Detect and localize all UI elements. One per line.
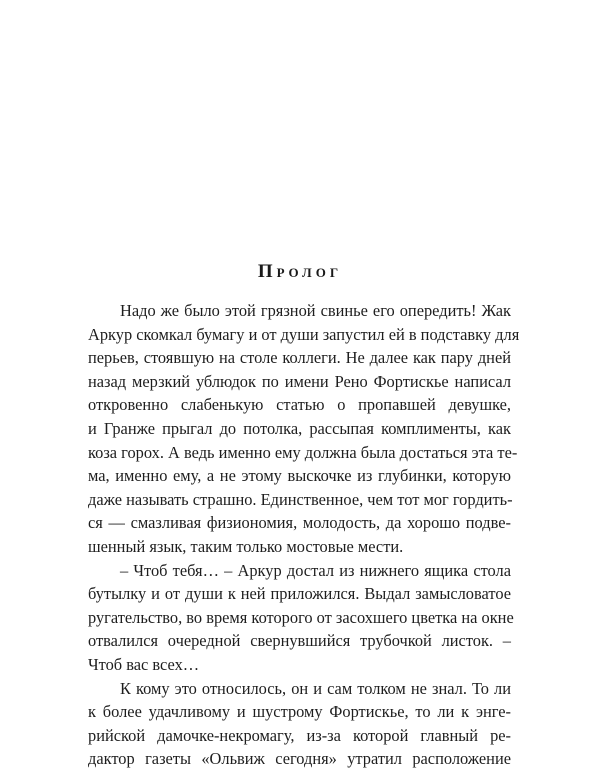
text-line: назад мерзкий ублюдок по имени Рено Фортискье написал bbox=[88, 371, 511, 391]
text-line: Чтоб вас всех… bbox=[88, 654, 200, 674]
paragraph-1 bbox=[88, 299, 520, 559]
text-line: дактор газеты «Ольвиж сегодня» утратил расположение bbox=[88, 749, 511, 769]
paragraph-2 bbox=[88, 559, 514, 677]
text-line: ма, именно ему, а не этому выскочке из глубинки, которую bbox=[88, 466, 511, 486]
chapter-body bbox=[88, 299, 520, 771]
text-line: и Гранже прыгал до потолка, рассыпая комплименты, как bbox=[88, 418, 511, 438]
text-line: к более удачливому и шустрому Фортискье, то ли к энге- bbox=[88, 702, 511, 722]
paragraph-3 bbox=[88, 677, 511, 771]
text-line: Надо же было этой грязной свинье его опередить! Жак bbox=[120, 301, 511, 320]
text-line: бутылку и от души к ней приложился. Выдал замысловатое bbox=[88, 584, 511, 604]
text-line: шенный язык, таким только мостовые мести. bbox=[88, 536, 404, 556]
text-line: даже называть страшно. Единственное, чем тот мог гордить- bbox=[88, 489, 513, 509]
text-line: ругательство, во время которого от засохшего цветка на окне bbox=[88, 607, 514, 627]
text-line: рийской дамочке-некромагу, из-за которой главный ре- bbox=[88, 725, 511, 745]
text-line: Аркур скомкал бумагу и от души запустил ей в подставку для bbox=[88, 324, 520, 344]
text-line: К кому это относилось, он и сам толком не знал. То ли bbox=[120, 678, 511, 698]
text-line: откровенно слабенькую статью о пропавшей девушке, bbox=[88, 395, 511, 415]
text-line: отвалился очередной свернувшийся трубочкой листок. – bbox=[88, 631, 511, 651]
text-line: перьев, стоявшую на столе коллеги. Не далее как пару дней bbox=[88, 348, 511, 368]
text-line: ся — смазливая физиономия, молодость, да хорошо подве- bbox=[88, 513, 511, 533]
text-line: – Чтоб тебя… – Аркур достал из нижнего ящика стола bbox=[120, 560, 511, 580]
chapter-title: Пролог bbox=[257, 261, 343, 282]
text-line: коза горох. А ведь именно ему должна была достаться эта те- bbox=[88, 442, 518, 462]
